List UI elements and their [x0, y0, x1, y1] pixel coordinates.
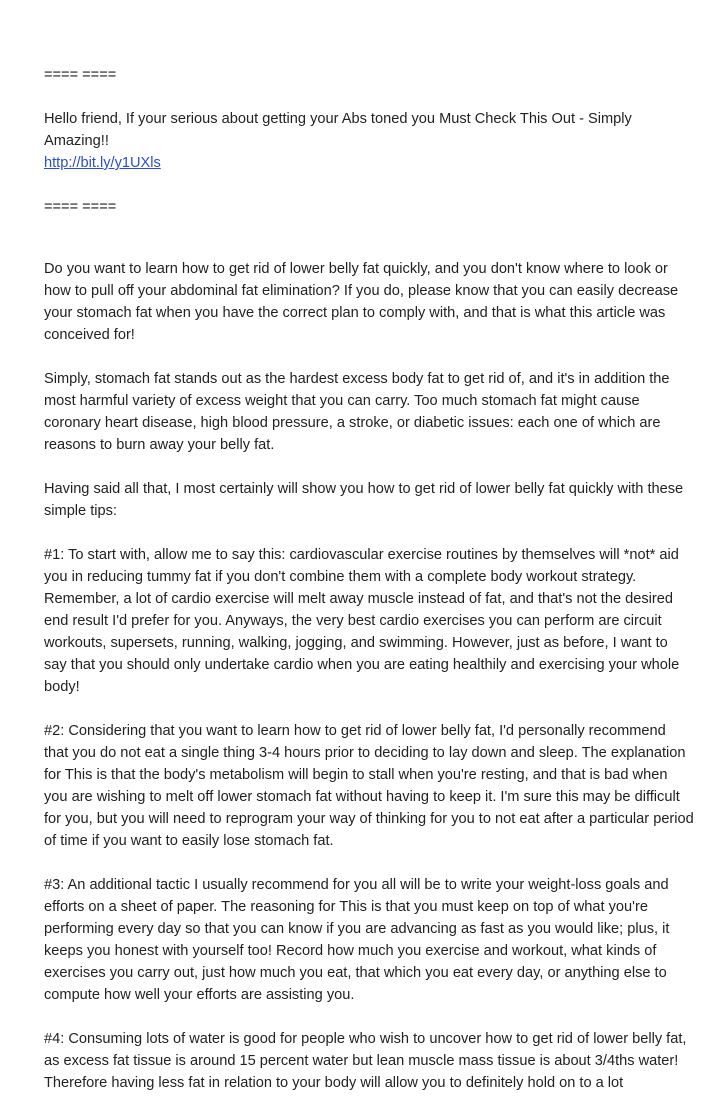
paragraph-tip-1: #1: To start with, allow me to say this: cardiovascular exercise routines by themselves will *not* aid you in reducing tummy fat if you don't combine them with a complete body workout strategy. Remember, a lot of cardio exercise will melt away muscle instead of fat, and that's not the desired end result I'd prefer for you. Anyways, the very best cardio exercises you can perform are circuit workouts, supersets, running, walking, jogging, and swimming. However, just as before, I want to say that you should only undertake cardio when you are eating healthily and exercising your whole body! [44, 547, 680, 695]
separator-top: ==== ==== [44, 67, 117, 83]
promo-link[interactable]: http://bit.ly/y1UXls [44, 155, 161, 171]
article-body [44, 258, 694, 1094]
paragraph-tip-2: #2: Considering that you want to learn how to get rid of lower belly fat, I'd personally recommend that you do not eat a single thing 3-4 hours prior to deciding to lay down and sleep. The explanation for This is that the body's metabolism will begin to stall when you're resting, and that is bad when you are wishing to melt off lower stomach fat without having to keep it. I'm sure this may be difficult for you, but you will need to reprogram your way of thinking for you to not eat after a particular period of time if you want to easily lose stomach fat. [44, 723, 694, 849]
intro-text: Hello friend, If your serious about getting your Abs toned you Must Check This Out - Simply Amazing!! [44, 111, 632, 149]
spacer [44, 218, 694, 258]
spacer [44, 174, 694, 196]
paragraph-tips-lead: Having said all that, I most certainly will show you how to get rid of lower belly fat quickly with these simple tips: [44, 481, 684, 519]
paragraph-tip-3: #3: An additional tactic I usually recommend for you all will be to write your weight-loss goals and efforts on a sheet of paper. The reasoning for This is that you must keep on top of what you're performing every day so that you can know if you are advancing as fast as you would like; plus, it keeps you honest with yourself too! Record how much you exercise and workout, what kinds of exercises you carry out, just how much you eat, that which you eat every day, or anything else to compute how well your efforts are assisting you. [44, 877, 670, 1003]
paragraph-tip-4: #4: Consuming lots of water is good for people who wish to uncover how to get rid of lower belly fat, as excess fat tissue is around 15 percent water but lean muscle mass tissue is about 3/4ths water! Therefore having less fat in relation to your body will allow you to definitely hold on to a lot [44, 1031, 687, 1091]
spacer [44, 86, 694, 108]
document-page [44, 64, 694, 1116]
paragraph-intro: Do you want to learn how to get rid of lower belly fat quickly, and you don't know where to look or how to pull off your abdominal fat elimination? If you do, please know that you can easily decrease your stomach fat when you have the correct plan to comply with, and that is what this article was conceived for! [44, 261, 679, 343]
paragraph-harm: Simply, stomach fat stands out as the hardest excess body fat to get rid of, and it's in addition the most harmful variety of excess weight that you can carry. Too much stomach fat might cause coronary heart disease, high blood pressure, a stroke, or diabetic issues: each one of which are reasons to burn away your belly fat. [44, 371, 670, 453]
separator-bottom: ==== ==== [44, 199, 117, 215]
